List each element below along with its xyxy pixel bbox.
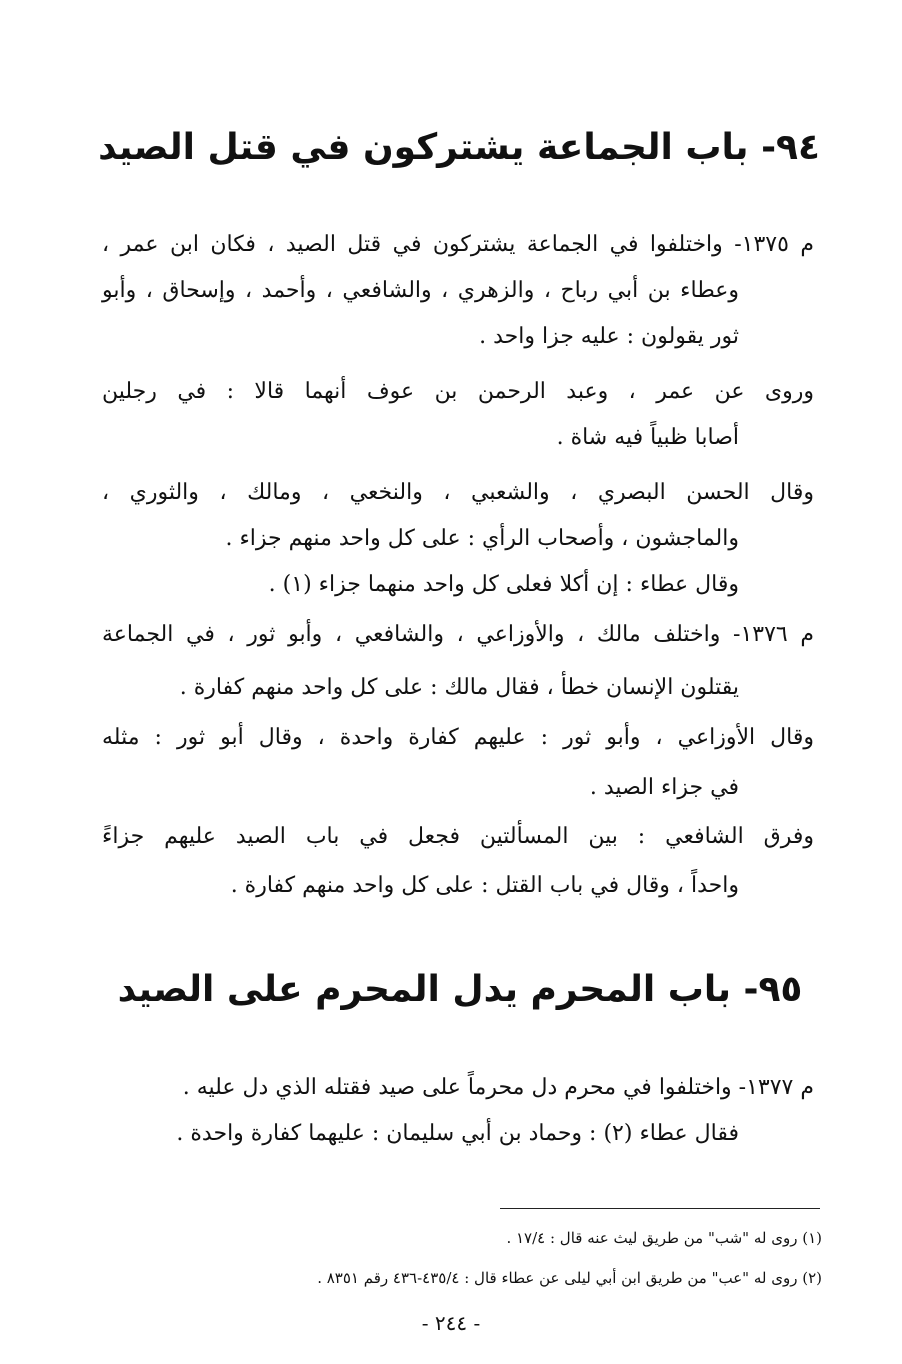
footnote-2: (٢) روى له "عب" من طريق ابن أبي ليلى عن عطاء قال : ٤٣٥/٤-٤٣٦ رقم ٨٣٥١ . [317, 1269, 822, 1287]
body-line: أصابا ظبياً فيه شاة . [556, 425, 739, 450]
issue-1376-line: م ١٣٧٦- واختلف مالك ، والأوزاعي ، والشافعي ، وأبو ثور ، في الجماعة [102, 622, 814, 647]
body-line: في جزاء الصيد . [589, 775, 739, 800]
body-line: وقال عطاء : إن أكلا فعلى كل واحد منهما جزاء (١) . [268, 572, 739, 597]
body-line: وقال الأوزاعي ، وأبو ثور : عليهم كفارة واحدة ، وقال أبو ثور : مثله [102, 725, 814, 750]
body-line: ثور يقولون : عليه جزا واحد . [479, 324, 739, 349]
body-line: وفرق الشافعي : بين المسألتين فجعل في باب الصيد عليهم جزاءً [102, 824, 814, 849]
issue-1377-line: م ١٣٧٧- واختلفوا في محرم دل محرماً على صيد فقتله الذي دل عليه . [182, 1075, 814, 1100]
body-line: وقال الحسن البصري ، والشعبي ، والنخعي ، ومالك ، والثوري ، [102, 480, 815, 505]
body-line: يقتلون الإنسان خطأ ، فقال مالك : على كل واحد منهم كفارة . [179, 675, 739, 700]
issue-1375-line: م ١٣٧٥- واختلفوا في الجماعة يشتركون في قتل الصيد ، فكان ابن عمر ، [102, 232, 814, 257]
chapter-heading-94: ٩٤- باب الجماعة يشتركون في قتل الصيد [98, 127, 820, 168]
chapter-heading-95: ٩٥- باب المحرم يدل المحرم على الصيد [117, 969, 803, 1010]
footnote-1: (١) روى له "شب" من طريق ليث عنه قال : ١٧/٤ . [506, 1229, 822, 1247]
body-line: وروى عن عمر ، وعبد الرحمن بن عوف أنهما قالا : في رجلين [102, 379, 814, 404]
footnote-divider [500, 1208, 820, 1209]
body-line: والماجشون ، وأصحاب الرأي : على كل واحد منهم جزاء . [225, 526, 739, 551]
body-line: فقال عطاء (٢) : وحماد بن أبي سليمان : عليهما كفارة واحدة . [176, 1121, 739, 1146]
page-number: - ٢٤٤ - [421, 1311, 481, 1335]
body-line: واحداً ، وقال في باب القتل : على كل واحد منهم كفارة . [230, 873, 739, 898]
body-line: وعطاء بن أبي رباح ، والزهري ، والشافعي ، وأحمد ، وإسحاق ، وأبو [102, 278, 739, 303]
